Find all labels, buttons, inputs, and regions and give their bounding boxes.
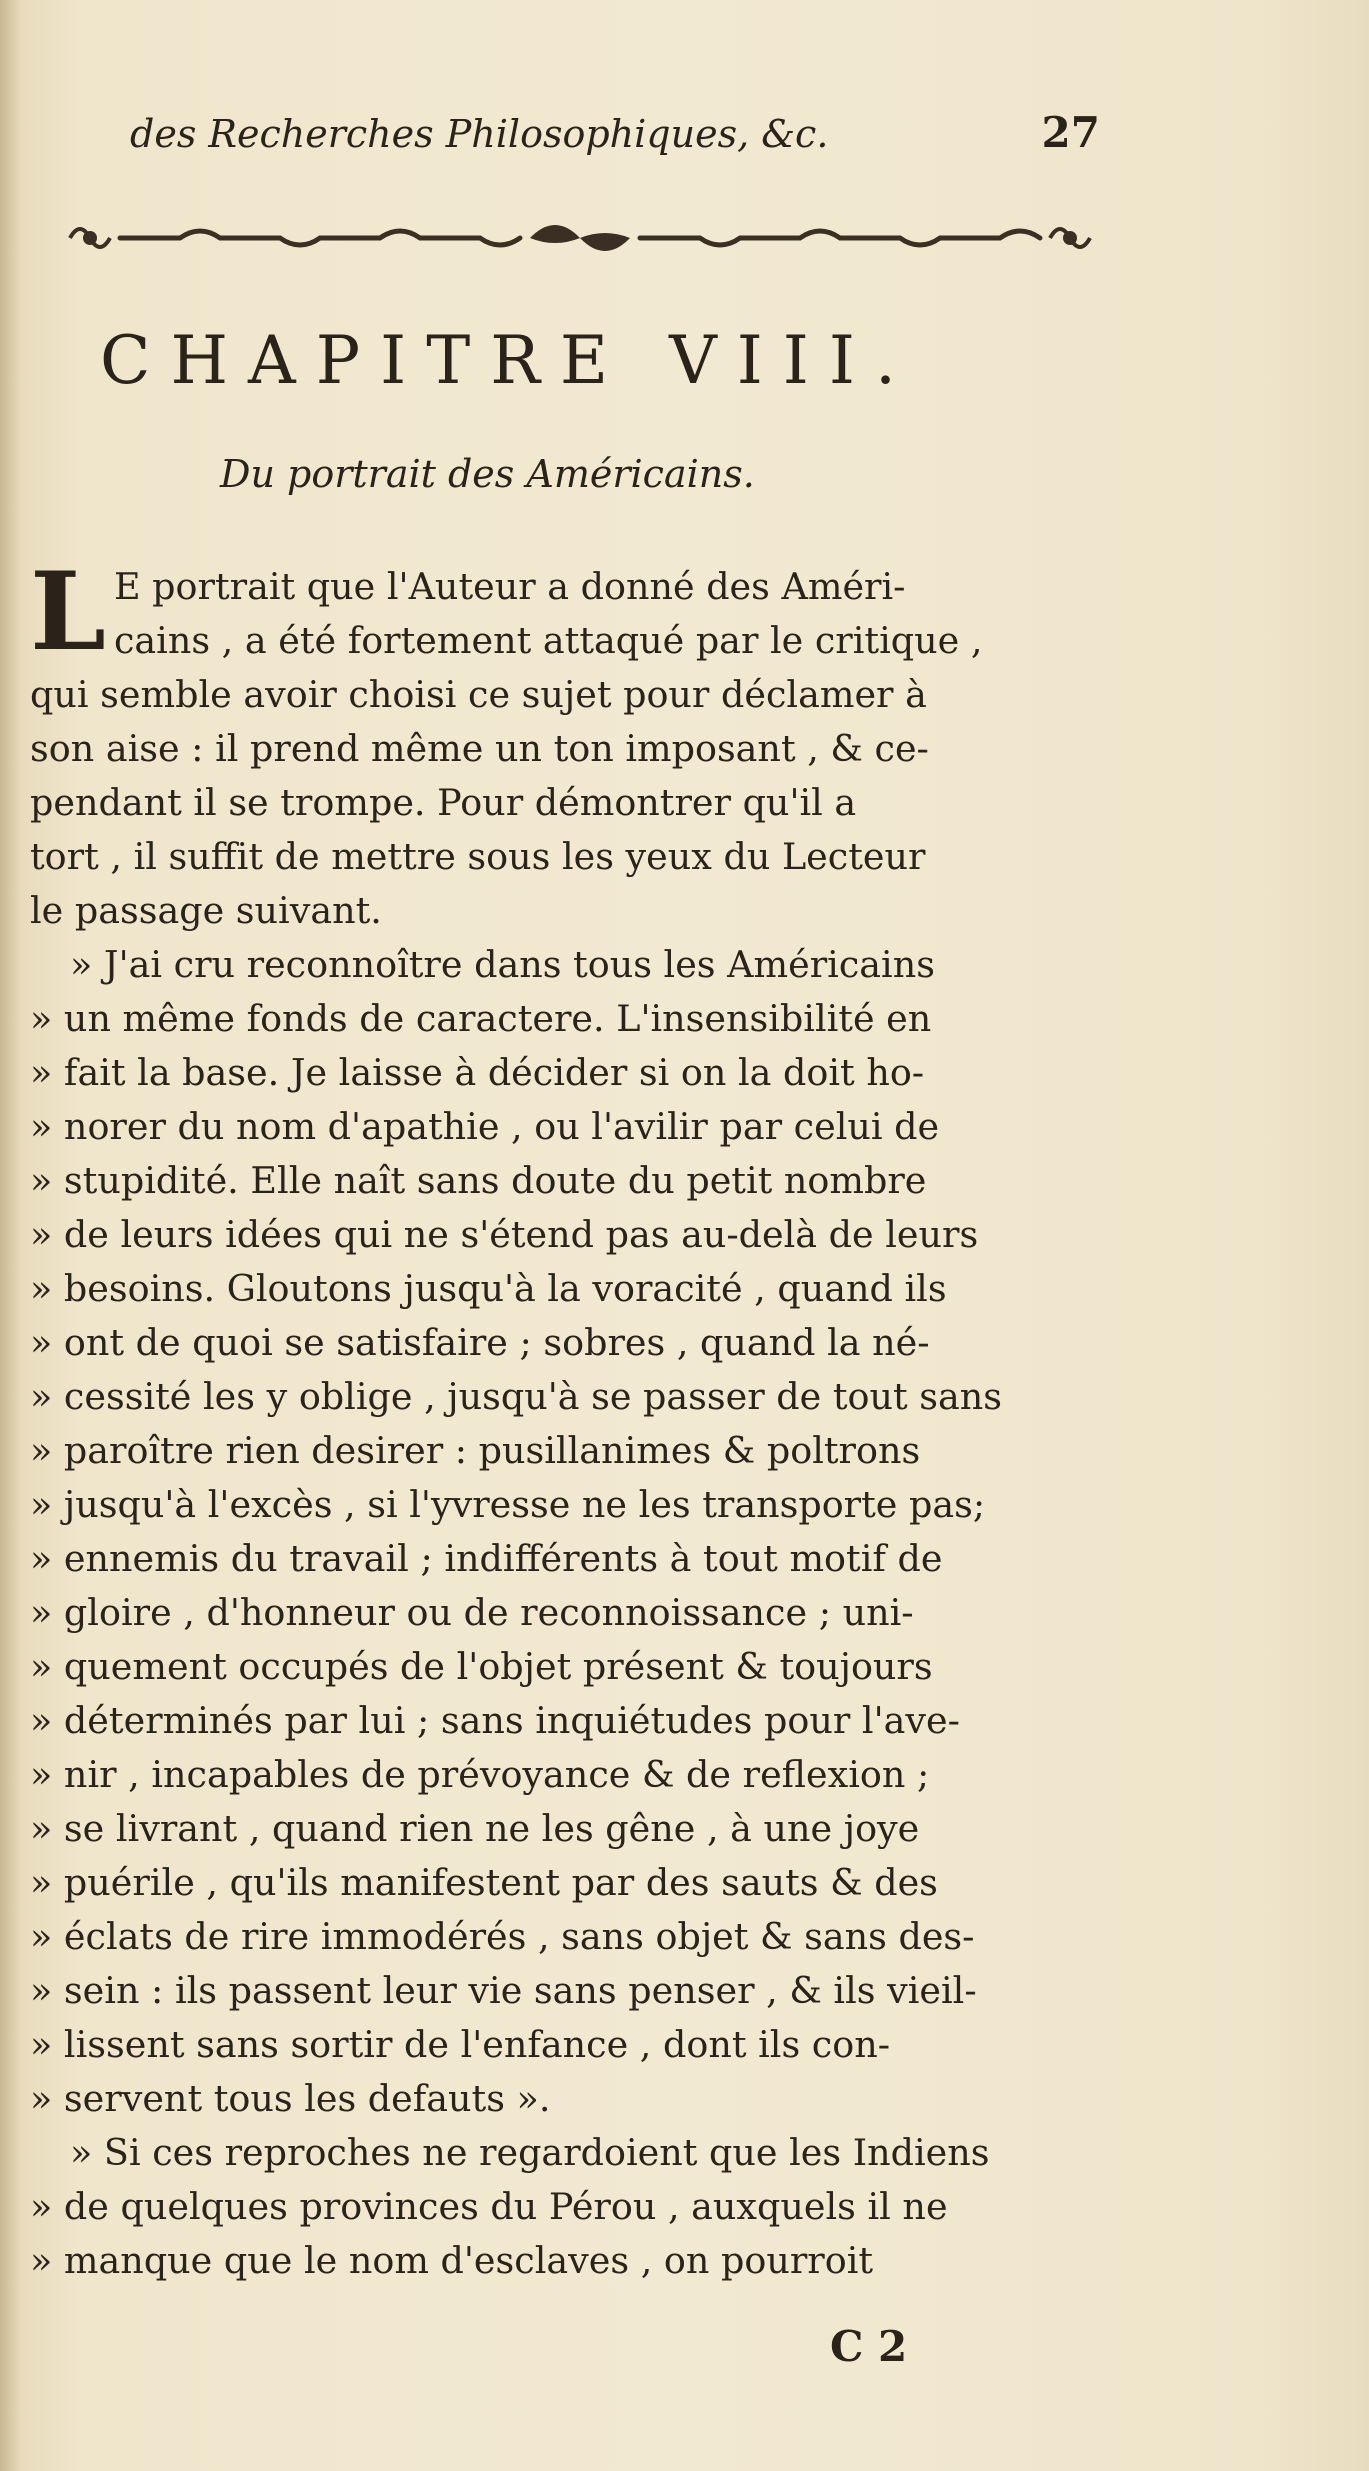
text-line: » jusqu'à l'excès , si l'yvresse ne les transporte pas; bbox=[30, 1483, 986, 1526]
running-title: des Recherches Philosophiques, &c. bbox=[130, 112, 829, 156]
text-line: tort , il suffit de mettre sous les yeux du Lecteur bbox=[30, 835, 926, 878]
text-line: » J'ai cru reconnoître dans tous les Américains bbox=[70, 943, 935, 986]
text-line: » se livrant , quand rien ne les gêne , à une joye bbox=[30, 1807, 920, 1850]
text-line: » un même fonds de caractere. L'insensibilité en bbox=[30, 997, 932, 1040]
text-line: » puérile , qu'ils manifestent par des sauts & des bbox=[30, 1861, 938, 1904]
text-line: » déterminés par lui ; sans inquiétudes pour l'ave- bbox=[30, 1699, 960, 1742]
signature-mark: C 2 bbox=[830, 2322, 908, 2371]
text-line: qui semble avoir choisi ce sujet pour déclamer à bbox=[30, 673, 927, 716]
text-line: » gloire , d'honneur ou de reconnoissance ; uni- bbox=[30, 1591, 914, 1634]
text-line: pendant il se trompe. Pour démontrer qu'il a bbox=[30, 781, 857, 824]
text-line: » ennemis du travail ; indifférents à tout motif de bbox=[30, 1537, 943, 1580]
text-line: » cessité les y oblige , jusqu'à se passer de tout sans bbox=[30, 1375, 1002, 1418]
drop-cap: L bbox=[30, 549, 106, 675]
text-line: son aise : il prend même un ton imposant , & ce- bbox=[30, 727, 929, 770]
chapter-subtitle: Du portrait des Américains. bbox=[220, 452, 755, 496]
text-line: » éclats de rire immodérés , sans objet & sans des- bbox=[30, 1915, 975, 1958]
text-line: » servent tous les defauts ». bbox=[30, 2077, 551, 2120]
text-line: » manque que le nom d'esclaves , on pourroit bbox=[30, 2239, 874, 2282]
running-header bbox=[130, 108, 1100, 168]
text-line: » de leurs idées qui ne s'étend pas au-delà de leurs bbox=[30, 1213, 979, 1256]
text-line: cains , a été fortement attaqué par le critique , bbox=[113, 619, 983, 662]
text-line: » ont de quoi se satisfaire ; sobres , quand la né- bbox=[30, 1321, 930, 1364]
text-line: » paroître rien desirer : pusillanimes & poltrons bbox=[30, 1429, 921, 1472]
text-line: » sein : ils passent leur vie sans penser , & ils vieil- bbox=[30, 1969, 977, 2012]
text-line: » Si ces reproches ne regardoient que les Indiens bbox=[70, 2131, 990, 2174]
text-line: » fait la base. Je laisse à décider si on la doit ho- bbox=[30, 1051, 925, 1094]
text-line: » nir , incapables de prévoyance & de reflexion ; bbox=[30, 1753, 930, 1796]
text-line: » stupidité. Elle naît sans doute du petit nombre bbox=[30, 1159, 927, 1202]
text-line: » besoins. Gloutons jusqu'à la voracité , quand ils bbox=[30, 1267, 947, 1310]
body-text bbox=[30, 549, 1110, 2288]
text-line: le passage suivant. bbox=[30, 889, 382, 932]
text-line: » lissent sans sortir de l'enfance , dont ils con- bbox=[30, 2023, 891, 2066]
text-line: » quement occupés de l'objet présent & toujours bbox=[30, 1645, 933, 1688]
page-gutter-shadow bbox=[0, 0, 22, 2471]
chapter-title: CHAPITRE VIII. bbox=[100, 322, 916, 399]
text-line: » de quelques provinces du Pérou , auxquels il ne bbox=[30, 2185, 948, 2228]
decorative-border-ornament bbox=[60, 212, 1100, 264]
text-line: E portrait que l'Auteur a donné des Améri- bbox=[113, 565, 906, 608]
page-number: 27 bbox=[1041, 108, 1100, 157]
text-line: » norer du nom d'apathie , ou l'avilir par celui de bbox=[30, 1105, 940, 1148]
